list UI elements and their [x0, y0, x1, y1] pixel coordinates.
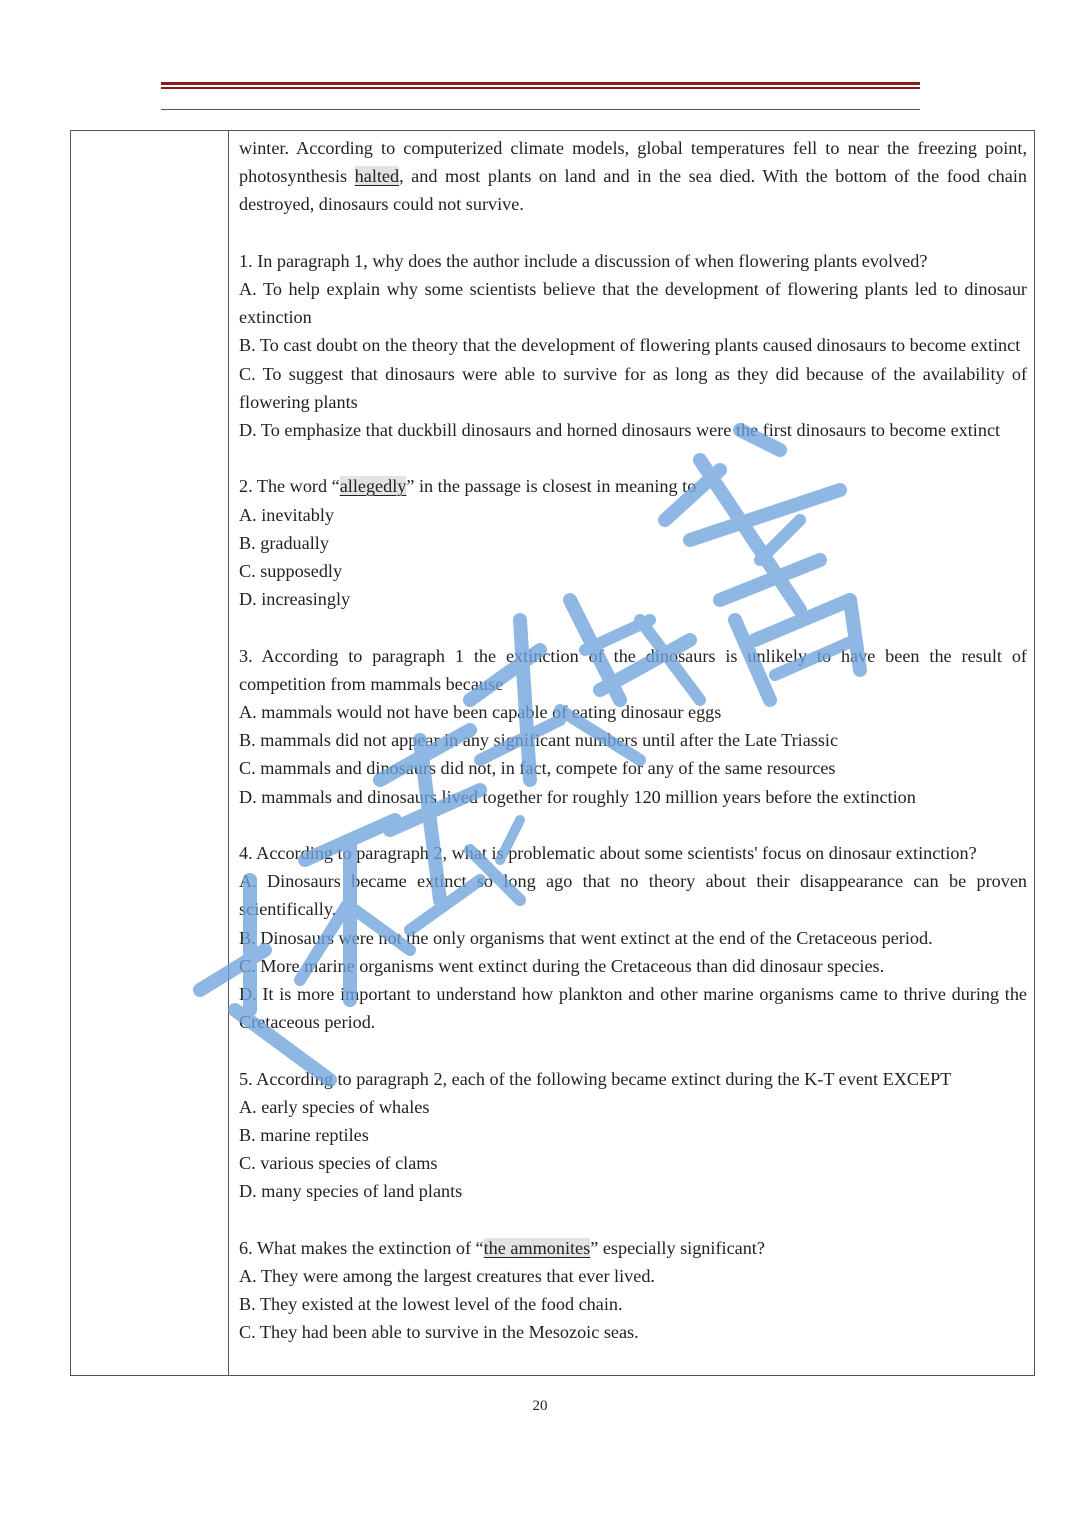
header-rule-gray — [161, 109, 920, 110]
header-rule-thick — [161, 82, 920, 85]
question-4-stem: 4. According to paragraph 2, what is problematic about some scientists' focus on dinosaur extinction? — [239, 843, 977, 864]
page-number: 20 — [532, 1398, 548, 1414]
question-3-stem: 3. According to paragraph 1 the extinction of the dinosaurs is unlikely to have been the result of competition from mammals because — [239, 645, 1027, 694]
question-6-option-a: A. They were among the largest creatures that ever lived. — [239, 1266, 655, 1287]
question-4-option-b: B. Dinosaurs were not the only organisms that went extinct at the end of the Cretaceous period. — [239, 927, 933, 948]
table-left-column — [71, 131, 229, 1375]
highlighted-word-allegedly: allegedly — [339, 476, 407, 497]
question-1-option-d: D. To emphasize that duckbill dinosaurs and horned dinosaurs were the first dinosaurs to become extinct — [239, 420, 1001, 441]
question-2-option-a: A. inevitably — [239, 504, 334, 525]
question-5-option-d: D. many species of land plants — [239, 1181, 463, 1202]
question-3-option-a: A. mammals would not have been capable of eating dinosaur eggs — [239, 702, 722, 723]
question-6-stem: 6. What makes the extinction of “the ammonites” especially significant? — [239, 1237, 765, 1258]
question-4-option-c: C. More marine organisms went extinct during the Cretaceous than did dinosaur species. — [239, 955, 885, 976]
question-1-option-c: C. To suggest that dinosaurs were able to survive for as long as they did because of the availability of flowering plants — [239, 363, 1027, 412]
question-1-option-a: A. To help explain why some scientists believe that the development of flowering plants led to dinosaur extinction — [239, 279, 1027, 328]
question-6-option-b: B. They existed at the lowest level of the food chain. — [239, 1294, 623, 1315]
highlighted-word-halted: halted — [354, 166, 400, 187]
question-1-stem: 1. In paragraph 1, why does the author include a discussion of when flowering plants evolved? — [239, 250, 928, 271]
question-2-option-c: C. supposedly — [239, 561, 343, 582]
question-3-option-b: B. mammals did not appear in any significant numbers until after the Late Triassic — [239, 730, 839, 751]
question-5-stem: 5. According to paragraph 2, each of the following became extinct during the K-T event EXCEPT — [239, 1068, 952, 1089]
question-5-option-a: A. early species of whales — [239, 1096, 430, 1117]
question-table — [70, 130, 1035, 1376]
question-3-option-d: D. mammals and dinosaurs lived together for roughly 120 million years before the extinction — [239, 786, 916, 807]
question-5-option-c: C. various species of clams — [239, 1153, 438, 1174]
question-4-option-d: D. It is more important to understand how plankton and other marine organisms came to thrive during the Cretaceous period. — [239, 984, 1027, 1033]
question-2-option-b: B. gradually — [239, 532, 329, 553]
passage-text: winter. According to computerized climate models, global temperatures fell to near the freezing point, photosynthesis halted, and most plants on land and in the sea died. With the bottom of the food chain destroyed, dinosaurs could not survive. — [239, 138, 1027, 215]
question-2-stem: 2. The word “allegedly” in the passage is closest in meaning to — [239, 476, 697, 497]
header-rule-thin — [161, 87, 920, 89]
question-1-option-b: B. To cast doubt on the theory that the development of flowering plants caused dinosaurs to become extinct — [239, 335, 1021, 356]
table-content-cell — [239, 134, 1027, 1347]
question-4-option-a: A. Dinosaurs became extinct so long ago that no theory about their disappearance can be proven scientifically. — [239, 871, 1027, 920]
highlighted-word-ammonites: the ammonites — [483, 1237, 591, 1258]
question-3-option-c: C. mammals and dinosaurs did not, in fact, compete for any of the same resources — [239, 758, 836, 779]
question-6-option-c: C. They had been able to survive in the Mesozoic seas. — [239, 1322, 639, 1343]
question-5-option-b: B. marine reptiles — [239, 1125, 369, 1146]
question-2-option-d: D. increasingly — [239, 589, 351, 610]
